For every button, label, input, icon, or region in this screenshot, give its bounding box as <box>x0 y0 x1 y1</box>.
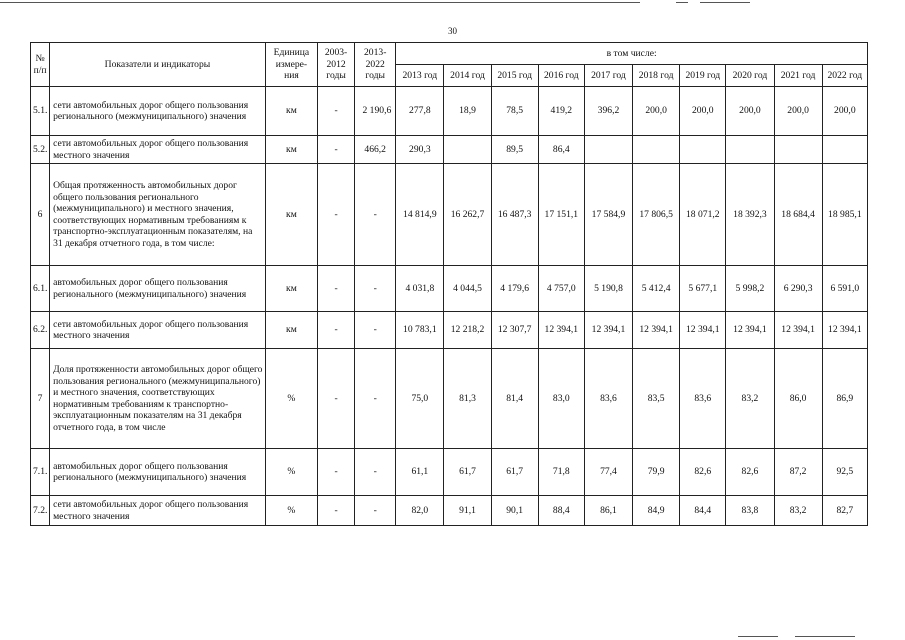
row-year-value <box>774 136 822 164</box>
row-unit: км <box>265 266 317 312</box>
row-year-value: 83,8 <box>726 496 774 526</box>
row-number: 7.2. <box>31 496 50 526</box>
row-number: 7.1. <box>31 449 50 496</box>
row-period-2003-2012: - <box>318 136 355 164</box>
header-year: 2018 год <box>633 65 680 87</box>
row-year-value: 200,0 <box>680 87 726 136</box>
row-year-value: 86,0 <box>774 349 822 449</box>
header-year: 2013 год <box>396 65 444 87</box>
row-year-value: 18 985,1 <box>822 164 867 266</box>
row-year-value: 75,0 <box>396 349 444 449</box>
row-year-value: 12 394,1 <box>680 312 726 349</box>
row-period-2013-2022: - <box>355 164 396 266</box>
row-period-2013-2022: - <box>355 312 396 349</box>
row-year-value: 83,2 <box>774 496 822 526</box>
row-unit: км <box>265 87 317 136</box>
row-year-value: 84,4 <box>680 496 726 526</box>
header-year: 2015 год <box>491 65 538 87</box>
row-year-value: 81,4 <box>491 349 538 449</box>
row-indicator: сети автомобильных дорог общего пользования местного значения <box>50 496 266 526</box>
scan-line-top-left <box>0 2 640 3</box>
row-year-value: 419,2 <box>538 87 584 136</box>
scan-line-bottom-b <box>795 636 855 637</box>
row-year-value: 5 412,4 <box>633 266 680 312</box>
table-row <box>31 136 868 164</box>
row-year-value: 5 190,8 <box>584 266 632 312</box>
header-period-2003-2012: 2003- 2012 годы <box>318 43 355 87</box>
row-year-value: 83,5 <box>633 349 680 449</box>
row-year-value: 79,9 <box>633 449 680 496</box>
row-year-value: 90,1 <box>491 496 538 526</box>
row-year-value: 12 394,1 <box>584 312 632 349</box>
row-year-value: 12 218,2 <box>444 312 491 349</box>
row-year-value: 290,3 <box>396 136 444 164</box>
row-year-value: 88,4 <box>538 496 584 526</box>
row-year-value: 4 757,0 <box>538 266 584 312</box>
row-indicator: Общая протяженность автомобильных дорог общего пользования регионального (межмуниципального) и местного значения, соответствующих нормативным требованиям к транспортно-эксплуатационным показателям, на 31 декабря отчетного года, в том числе: <box>50 164 266 266</box>
row-year-value: 10 783,1 <box>396 312 444 349</box>
row-year-value: 17 806,5 <box>633 164 680 266</box>
row-period-2003-2012: - <box>318 349 355 449</box>
header-indicator: Показатели и индикаторы <box>50 43 266 87</box>
row-number: 5.2. <box>31 136 50 164</box>
row-year-value <box>584 136 632 164</box>
row-period-2013-2022: - <box>355 496 396 526</box>
header-year: 2016 год <box>538 65 584 87</box>
row-year-value: 87,2 <box>774 449 822 496</box>
row-year-value: 16 262,7 <box>444 164 491 266</box>
row-period-2003-2012: - <box>318 449 355 496</box>
row-period-2013-2022: - <box>355 266 396 312</box>
row-indicator: сети автомобильных дорог общего пользования регионального (межмуниципального) значения <box>50 87 266 136</box>
header-year: 2019 год <box>680 65 726 87</box>
scan-line-top-mid <box>676 2 688 3</box>
row-period-2013-2022: - <box>355 449 396 496</box>
row-number: 7 <box>31 349 50 449</box>
row-year-value: 83,2 <box>726 349 774 449</box>
row-year-value: 12 394,1 <box>822 312 867 349</box>
row-unit: км <box>265 136 317 164</box>
row-year-value <box>822 136 867 164</box>
row-period-2013-2022: 466,2 <box>355 136 396 164</box>
table-row <box>31 266 868 312</box>
row-year-value: 5 998,2 <box>726 266 774 312</box>
row-year-value: 396,2 <box>584 87 632 136</box>
row-year-value: 6 290,3 <box>774 266 822 312</box>
header-year: 2020 год <box>726 65 774 87</box>
table-row <box>31 87 868 136</box>
row-year-value: 83,6 <box>680 349 726 449</box>
header-year: 2022 год <box>822 65 867 87</box>
row-year-value: 17 151,1 <box>538 164 584 266</box>
row-year-value: 61,1 <box>396 449 444 496</box>
row-unit: % <box>265 449 317 496</box>
row-unit: км <box>265 164 317 266</box>
row-indicator: сети автомобильных дорог общего пользования местного значения <box>50 312 266 349</box>
header-year: 2014 год <box>444 65 491 87</box>
row-year-value: 71,8 <box>538 449 584 496</box>
row-year-value: 18 071,2 <box>680 164 726 266</box>
row-year-value: 200,0 <box>633 87 680 136</box>
row-year-value: 86,4 <box>538 136 584 164</box>
row-year-value: 5 677,1 <box>680 266 726 312</box>
row-year-value <box>444 136 491 164</box>
row-year-value: 18,9 <box>444 87 491 136</box>
row-year-value: 200,0 <box>822 87 867 136</box>
table-row <box>31 349 868 449</box>
header-year: 2017 год <box>584 65 632 87</box>
row-number: 6.2. <box>31 312 50 349</box>
header-year: 2021 год <box>774 65 822 87</box>
row-year-value: 77,4 <box>584 449 632 496</box>
row-year-value: 86,1 <box>584 496 632 526</box>
table-row <box>31 496 868 526</box>
scan-line-top-right <box>700 2 750 3</box>
row-period-2013-2022: - <box>355 349 396 449</box>
row-indicator: Доля протяженности автомобильных дорог общего пользования регионального (межмуниципального) и местного значения, соответствующих нормативным требованиям к транспортно-эксплуатационным показателям на 31 декабря отчетного года, в том числе <box>50 349 266 449</box>
row-year-value <box>633 136 680 164</box>
row-period-2003-2012: - <box>318 266 355 312</box>
row-year-value: 6 591,0 <box>822 266 867 312</box>
header-including: в том числе: <box>396 43 868 65</box>
row-year-value: 61,7 <box>444 449 491 496</box>
table-row <box>31 312 868 349</box>
row-year-value: 86,9 <box>822 349 867 449</box>
row-year-value: 89,5 <box>491 136 538 164</box>
row-unit: % <box>265 496 317 526</box>
row-indicator: автомобильных дорог общего пользования регионального (межмуниципального) значения <box>50 449 266 496</box>
row-unit: км <box>265 312 317 349</box>
row-year-value: 91,1 <box>444 496 491 526</box>
row-year-value <box>680 136 726 164</box>
row-year-value: 92,5 <box>822 449 867 496</box>
row-year-value: 12 307,7 <box>491 312 538 349</box>
row-year-value: 82,7 <box>822 496 867 526</box>
row-year-value: 200,0 <box>726 87 774 136</box>
row-year-value: 84,9 <box>633 496 680 526</box>
header-num: № п/п <box>31 43 50 87</box>
row-year-value: 83,0 <box>538 349 584 449</box>
row-year-value: 4 031,8 <box>396 266 444 312</box>
row-year-value: 12 394,1 <box>633 312 680 349</box>
row-year-value: 16 487,3 <box>491 164 538 266</box>
row-year-value <box>726 136 774 164</box>
row-indicator: автомобильных дорог общего пользования регионального (межмуниципального) значения <box>50 266 266 312</box>
row-year-value: 18 392,3 <box>726 164 774 266</box>
row-year-value: 82,0 <box>396 496 444 526</box>
row-year-value: 4 044,5 <box>444 266 491 312</box>
row-unit: % <box>265 349 317 449</box>
row-period-2003-2012: - <box>318 164 355 266</box>
indicators-table <box>30 42 868 526</box>
header-unit: Единица измере- ния <box>265 43 317 87</box>
row-year-value: 82,6 <box>680 449 726 496</box>
row-year-value: 81,3 <box>444 349 491 449</box>
row-year-value: 277,8 <box>396 87 444 136</box>
table-row <box>31 164 868 266</box>
row-year-value: 61,7 <box>491 449 538 496</box>
row-year-value: 200,0 <box>774 87 822 136</box>
row-year-value: 14 814,9 <box>396 164 444 266</box>
row-period-2003-2012: - <box>318 496 355 526</box>
row-year-value: 78,5 <box>491 87 538 136</box>
header-period-2013-2022: 2013- 2022 годы <box>355 43 396 87</box>
scan-line-bottom-a <box>738 636 778 637</box>
row-year-value: 83,6 <box>584 349 632 449</box>
row-period-2013-2022: 2 190,6 <box>355 87 396 136</box>
row-year-value: 82,6 <box>726 449 774 496</box>
page-number: 30 <box>448 26 457 36</box>
row-year-value: 18 684,4 <box>774 164 822 266</box>
row-year-value: 4 179,6 <box>491 266 538 312</box>
row-period-2003-2012: - <box>318 312 355 349</box>
row-number: 5.1. <box>31 87 50 136</box>
row-indicator: сети автомобильных дорог общего пользования местного значения <box>50 136 266 164</box>
table-row <box>31 449 868 496</box>
row-year-value: 12 394,1 <box>538 312 584 349</box>
row-year-value: 17 584,9 <box>584 164 632 266</box>
row-number: 6 <box>31 164 50 266</box>
row-year-value: 12 394,1 <box>726 312 774 349</box>
row-number: 6.1. <box>31 266 50 312</box>
row-period-2003-2012: - <box>318 87 355 136</box>
row-year-value: 12 394,1 <box>774 312 822 349</box>
